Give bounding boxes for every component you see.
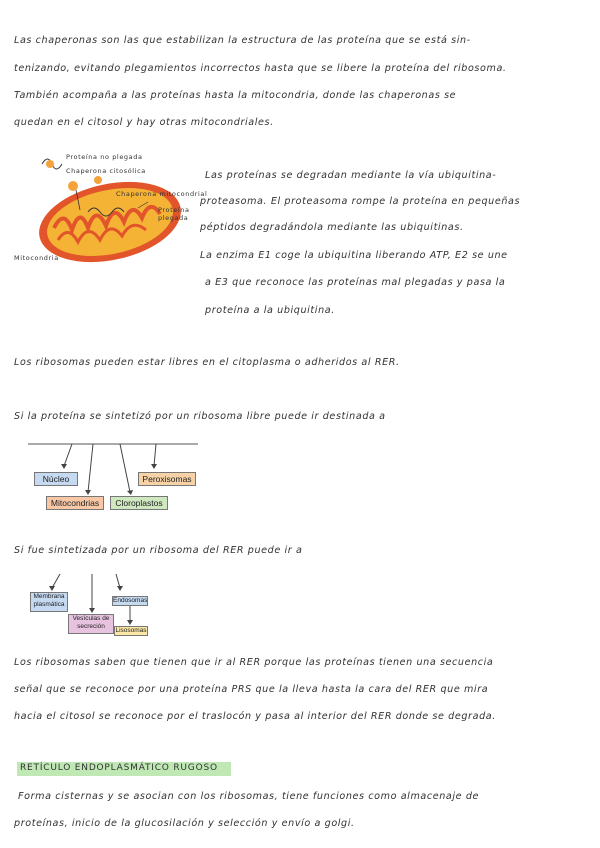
text-line: También acompaña a las proteínas hasta la mitocondria, donde las chaperonas se xyxy=(14,90,457,101)
text-line: La enzima E1 coge la ubiquitina liberando ATP, E2 se une xyxy=(200,250,508,261)
destination-membrana: Membrana plasmática xyxy=(30,592,68,612)
text-line: Las proteínas se degradan mediante la vía ubiquitina- xyxy=(205,170,497,181)
text-line: Forma cisternas y se asocian con los ribosomas, tiene funciones como almacenaje de xyxy=(18,791,480,802)
figure-label: Chaperona mitocondrial xyxy=(116,190,208,198)
text-line: Si fue sintetizada por un ribosoma del RER puede ir a xyxy=(14,545,303,556)
text-line: Las chaperonas son las que estabilizan la estructura de las proteína que se está sin- xyxy=(14,35,471,46)
destinations-diagram-rer xyxy=(30,572,155,642)
destination-lisosomas: Lisosomas xyxy=(115,627,147,634)
text-line: Los ribosomas saben que tienen que ir al RER porque las proteínas tienen una secuencia xyxy=(14,657,494,668)
text-line: proteasoma. El proteasoma rompe la proteína en pequeñas xyxy=(200,196,521,207)
figure-label: Proteína plegada xyxy=(158,206,190,222)
figure-label: Chaperona citosólica xyxy=(66,167,146,175)
destinations-diagram-free xyxy=(28,442,203,514)
figure-label: Proteína no plegada xyxy=(66,153,143,161)
text-line: proteínas, inicio de la glucosilación y selección y envío a golgi. xyxy=(14,818,355,829)
destination-mitocondrias: Mitocondrias xyxy=(46,496,104,510)
figure-label: Mitocondria xyxy=(14,254,59,262)
text-line: tenizando, evitando plegamientos incorrectos hasta que se libere la proteína del ribosoma. xyxy=(14,63,507,74)
text-line: señal que se reconoce por una proteína PRS que la lleva hasta la cara del RER que mira xyxy=(14,684,489,695)
text-line: hacia el citosol se reconoce por el traslocón y pasa al interior del RER donde se degrada. xyxy=(14,711,496,722)
text-line: péptidos degradándola mediante las ubiquitinas. xyxy=(200,222,464,233)
section-heading: RETÍCULO ENDOPLASMÁTICO RUGOSO xyxy=(20,763,218,773)
mitochondria-figure xyxy=(14,150,208,268)
text-line: quedan en el citosol y hay otras mitocondriales. xyxy=(14,117,274,128)
text-line: Los ribosomas pueden estar libres en el citoplasma o adheridos al RER. xyxy=(14,357,400,368)
text-line: Si la proteína se sintetizó por un ribosoma libre puede ir destinada a xyxy=(14,411,386,422)
text-line: proteína a la ubiquitina. xyxy=(205,305,335,316)
destination-peroxisomas: Peroxisomas xyxy=(138,472,196,486)
destination-cloroplastos: Cloroplastos xyxy=(110,496,168,510)
destination-endosomas: Endosomas xyxy=(113,597,148,604)
text-line: a E3 que reconoce las proteínas mal plegadas y pasa la xyxy=(205,277,506,288)
destination-nucleo: Núcleo xyxy=(34,472,78,486)
destination-vesiculas: Vesículas de secreción xyxy=(68,614,114,634)
